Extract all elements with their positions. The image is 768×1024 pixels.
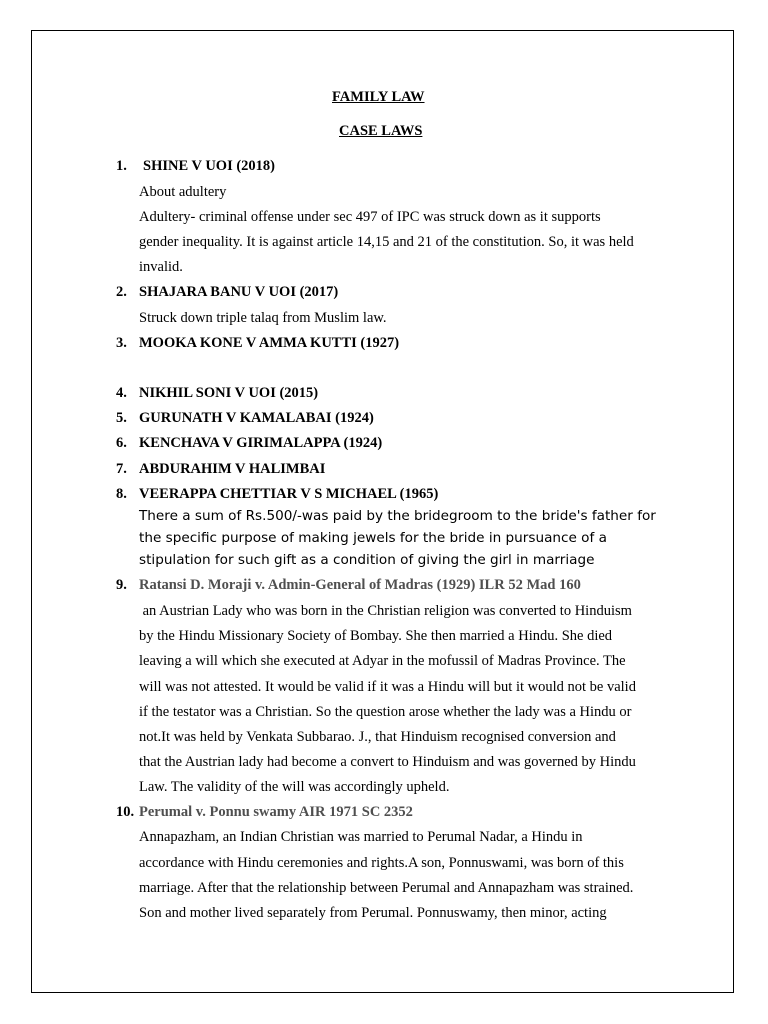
case-number: 3. [116, 335, 127, 351]
case-name: KENCHAVA V GIRIMALAPPA (1924) [139, 435, 383, 451]
case-text-line: by the Hindu Missionary Society of Bombay. She then married a Hindu. She died [139, 628, 613, 644]
case-name: Ratansi D. Moraji v. Admin-General of Madras (1929) ILR 52 Mad 160 [139, 577, 581, 593]
case-text-line: leaving a will which she executed at Adyar in the mofussil of Madras Province. The [139, 653, 626, 669]
case-text-line: Annapazham, an Indian Christian was married to Perumal Nadar, a Hindu in [139, 829, 583, 845]
case-number: 1. [116, 158, 127, 174]
case-text-line: gender inequality. It is against article 14,15 and 21 of the constitution. So, it was held [139, 234, 634, 250]
document-subtitle: CASE LAWS [339, 123, 423, 139]
case-name: VEERAPPA CHETTIAR V S MICHAEL (1965) [139, 486, 439, 502]
case-text-line: stipulation for such gift as a condition of giving the girl in marriage [139, 552, 595, 568]
case-number: 6. [116, 435, 127, 451]
case-text-line: Son and mother lived separately from Perumal. Ponnuswamy, then minor, acting [139, 905, 607, 921]
case-name: MOOKA KONE V AMMA KUTTI (1927) [139, 335, 400, 351]
case-number: 2. [116, 284, 127, 300]
case-text-line: About adultery [139, 184, 227, 200]
case-number: 5. [116, 410, 127, 426]
case-text-line: marriage. After that the relationship between Perumal and Annapazham was strained. [139, 880, 634, 896]
case-text-line: invalid. [139, 259, 183, 275]
case-text-line: not.It was held by Venkata Subbarao. J., that Hinduism recognised conversion and [139, 729, 616, 745]
case-name: Perumal v. Ponnu swamy AIR 1971 SC 2352 [139, 804, 413, 820]
case-number: 4. [116, 385, 127, 401]
case-name: SHAJARA BANU V UOI (2017) [139, 284, 339, 300]
case-name: ABDURAHIM V HALIMBAI [139, 461, 326, 477]
case-text-line: that the Austrian lady had become a convert to Hinduism and was governed by Hindu [139, 754, 636, 770]
case-text-line: accordance with Hindu ceremonies and rights.A son, Ponnuswami, was born of this [139, 855, 624, 871]
case-number: 10. [116, 804, 135, 820]
case-number: 9. [116, 577, 127, 593]
case-text-line: will was not attested. It would be valid if it was a Hindu will but it would not be valid [139, 679, 636, 695]
case-text-line: Law. The validity of the will was accordingly upheld. [139, 779, 450, 795]
document-title: FAMILY LAW [332, 89, 425, 105]
case-number: 7. [116, 461, 127, 477]
case-text-line: if the testator was a Christian. So the question arose whether the lady was a Hindu or [139, 704, 632, 720]
case-name: SHINE V UOI (2018) [143, 158, 276, 174]
case-name: GURUNATH V KAMALABAI (1924) [139, 410, 374, 426]
case-text-line: Adultery- criminal offense under sec 497 of IPC was struck down as it supports [139, 209, 601, 225]
case-text-line: Struck down triple talaq from Muslim law. [139, 310, 387, 326]
case-number: 8. [116, 486, 127, 502]
case-text-line: an Austrian Lady who was born in the Christian religion was converted to Hinduism [139, 603, 632, 619]
case-text-line: There a sum of Rs.500/-was paid by the bridegroom to the bride's father for [139, 508, 656, 524]
case-name: NIKHIL SONI V UOI (2015) [139, 385, 319, 401]
case-text-line: the specific purpose of making jewels for the bride in pursuance of a [139, 530, 607, 546]
